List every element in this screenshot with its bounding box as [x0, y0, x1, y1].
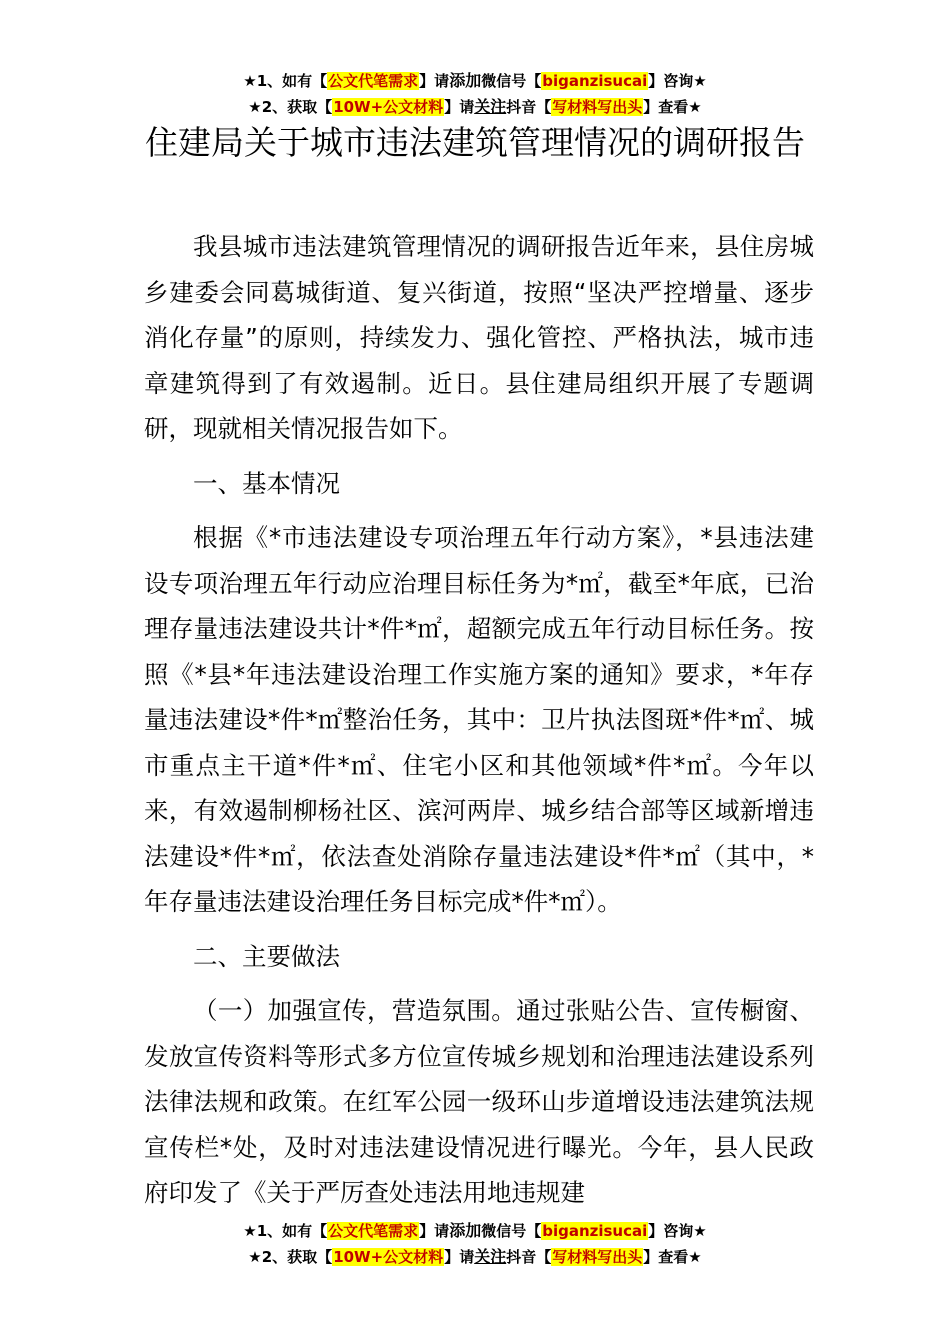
promo-text: ★1、如有【 — [243, 72, 328, 90]
promo-line-2 — [0, 1244, 950, 1270]
promo-highlight: 10W+公文材料 — [333, 98, 444, 116]
promo-highlight: 写材料写出头 — [552, 98, 643, 116]
section-heading-basic: 一、基本情况 — [193, 468, 340, 498]
promo-highlight: biganzisucai — [542, 1222, 648, 1240]
promo-text: 】请 — [419, 72, 450, 90]
promo-highlight: 10W+公文材料 — [333, 1248, 444, 1266]
promo-text: 】请 — [419, 1222, 450, 1240]
promo-text: 抖音【 — [506, 1248, 552, 1266]
promo-text: ★2、获取【 — [248, 1248, 333, 1266]
promo-highlight: biganzisucai — [542, 72, 648, 90]
promo-text: 】请 — [444, 1248, 475, 1266]
promo-emphasis: 添加 — [449, 71, 482, 90]
promo-line-1 — [0, 1218, 950, 1244]
promo-banner-bottom — [0, 1218, 950, 1270]
promo-highlight: 公文代笔需求 — [328, 72, 419, 90]
section-heading-measures: 二、主要做法 — [193, 941, 340, 971]
promo-text: 微信号【 — [481, 1222, 542, 1240]
promo-emphasis: 关注 — [474, 1247, 507, 1266]
promo-line-1 — [0, 68, 950, 94]
document-title: 住建局关于城市违法建筑管理情况的调研报告 — [145, 123, 805, 162]
promo-banner-top — [0, 68, 950, 120]
promo-highlight: 公文代笔需求 — [328, 1222, 419, 1240]
promo-highlight: 写材料写出头 — [552, 1248, 643, 1266]
promo-text: 】查看★ — [643, 1248, 702, 1266]
paragraph-intro: 我县城市违法建筑管理情况的调研报告近年来，县住房城乡建委会同葛城街道、复兴街道，按照“坚决严控增量、逐步消化存量”的原则，持续发力、强化管控、严格执法，城市违章建筑得到了有效遏制。近日。县住建局组织开展了专题调研，现就相关情况报告如下。 — [144, 232, 814, 443]
promo-text: 】请 — [444, 98, 475, 116]
promo-text: 】查看★ — [643, 98, 702, 116]
promo-emphasis: 关注 — [474, 97, 507, 116]
paragraph-measure-1: （一）加强宣传，营造氛围。通过张贴公告、宣传橱窗、发放宣传资料等形式多方位宣传城乡规划和治理违法建设系列法律法规和政策。在红军公园一级环山步道增设违法建筑法规宣传栏*处，及时对违法建设情况进行曝光。今年，县人民政府印发了《关于严厉查处违法用地违规建 — [144, 996, 814, 1207]
paragraph-basic: 根据《*市违法建设专项治理五年行动方案》，*县违法建设专项治理五年行动应治理目标任务为*㎡，截至*年底，已治理存量违法建设共计*件*㎡，超额完成五年行动目标任务。按照《*县*年违法建设治理工作实施方案的通知》要求，*年存量违法建设*件*㎡整治任务，其中：卫片执法图斑*件*㎡、城市重点主干道*件*㎡、住宅小区和其他领域*件*㎡。今年以来，有效遏制柳杨社区、滨河两岸、城乡结合部等区域新增违法建设*件*㎡，依法查处消除存量违法建设*件*㎡（其中，*年存量违法建设治理任务目标完成*件*㎡）。 — [144, 523, 814, 916]
promo-line-2 — [0, 94, 950, 120]
promo-text: ★1、如有【 — [243, 1222, 328, 1240]
promo-text: 抖音【 — [506, 98, 552, 116]
promo-emphasis: 添加 — [449, 1221, 482, 1240]
promo-text: 微信号【 — [481, 72, 542, 90]
promo-text: 】咨询★ — [648, 1222, 707, 1240]
document-body — [144, 224, 814, 1216]
promo-text: ★2、获取【 — [248, 98, 333, 116]
promo-text: 】咨询★ — [648, 72, 707, 90]
